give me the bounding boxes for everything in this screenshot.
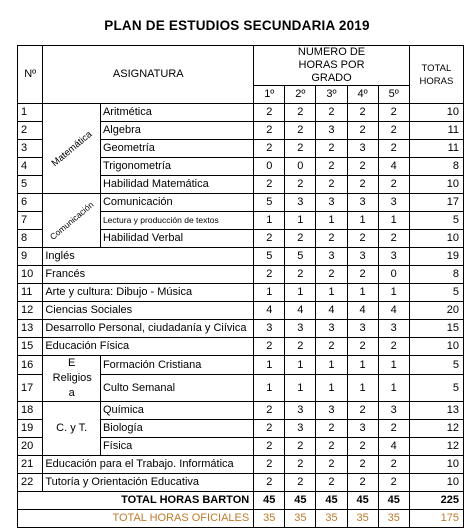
grade-hours: 3 <box>316 402 347 420</box>
total-hours: 8 <box>409 158 463 176</box>
grade-hours: 2 <box>254 122 285 140</box>
grade-hours: 1 <box>254 375 285 402</box>
grade-hours: 4 <box>378 438 409 456</box>
grade-hours: 1 <box>254 356 285 375</box>
grade-hours: 4 <box>378 302 409 320</box>
grade-hours: 2 <box>347 122 378 140</box>
grade-hours: 2 <box>254 140 285 158</box>
grade-hours: 4 <box>316 302 347 320</box>
grade-hours: 3 <box>347 248 378 266</box>
grade-hours: 2 <box>347 266 378 284</box>
totals-grade-hours: 45 <box>316 492 347 510</box>
row-number: 3 <box>18 140 43 158</box>
totals-grade-hours: 45 <box>347 492 378 510</box>
grade-hours: 1 <box>316 356 347 375</box>
row-number: 6 <box>18 194 43 212</box>
grade-hours: 3 <box>347 140 378 158</box>
totals-grade-hours: 45 <box>378 492 409 510</box>
study-plan-table <box>17 45 464 528</box>
total-hours: 10 <box>409 456 463 474</box>
total-hours: 13 <box>409 402 463 420</box>
grade-hours: 2 <box>285 456 316 474</box>
grade-hours: 0 <box>285 158 316 176</box>
subject-name: Tutoría y Orientación Educativa <box>43 474 254 492</box>
grade-hours: 2 <box>254 104 285 122</box>
page-title: PLAN DE ESTUDIOS SECUNDARIA 2019 <box>104 18 370 33</box>
row-number: 21 <box>18 456 43 474</box>
grade-hours: 2 <box>316 104 347 122</box>
total-hours: 10 <box>409 176 463 194</box>
row-number: 12 <box>18 302 43 320</box>
grade-hours: 2 <box>347 104 378 122</box>
table-row <box>18 356 464 375</box>
row-number: 9 <box>18 248 43 266</box>
grade-hours: 3 <box>347 420 378 438</box>
grade-hours: 3 <box>316 194 347 212</box>
header-horas-grado: NUMERO DE HORAS POR GRADO <box>254 46 410 86</box>
totals-grade-hours: 35 <box>378 510 409 528</box>
grade-hours: 2 <box>316 438 347 456</box>
total-hours: 5 <box>409 212 463 230</box>
total-oficiales-row <box>18 510 464 528</box>
totals-grade-hours: 35 <box>254 510 285 528</box>
row-number: 15 <box>18 338 43 356</box>
grade-hours: 2 <box>347 338 378 356</box>
grade-hours: 1 <box>347 356 378 375</box>
grade-hours: 2 <box>347 176 378 194</box>
table-row <box>18 266 464 284</box>
grade-hours: 2 <box>316 474 347 492</box>
header-total: TOTAL HORAS <box>409 46 463 104</box>
row-number: 10 <box>18 266 43 284</box>
grade-hours: 2 <box>316 456 347 474</box>
grade-hours: 3 <box>285 320 316 338</box>
grade-hours: 2 <box>254 438 285 456</box>
grade-hours: 2 <box>347 456 378 474</box>
subject-name: Culto Semanal <box>100 375 253 402</box>
total-hours: 12 <box>409 438 463 456</box>
row-number: 11 <box>18 284 43 302</box>
grade-hours: 3 <box>285 194 316 212</box>
table-row <box>18 284 464 302</box>
subject-name: Educación Física <box>43 338 254 356</box>
header-row <box>18 46 464 86</box>
subject-name: Algebra <box>100 122 253 140</box>
subject-name: Comunicación <box>100 194 253 212</box>
grade-hours: 2 <box>285 230 316 248</box>
grade-hours: 2 <box>285 266 316 284</box>
total-hours: 5 <box>409 284 463 302</box>
grade-hours: 1 <box>285 356 316 375</box>
header-grade-5: 5º <box>378 86 409 104</box>
grade-hours: 1 <box>378 356 409 375</box>
grade-hours: 2 <box>316 420 347 438</box>
grade-hours: 3 <box>378 320 409 338</box>
grade-hours: 1 <box>347 375 378 402</box>
totals-label: TOTAL HORAS BARTON <box>18 492 254 510</box>
header-grade-2: 2º <box>285 86 316 104</box>
grade-hours: 3 <box>316 248 347 266</box>
table-row <box>18 248 464 266</box>
grade-hours: 1 <box>316 212 347 230</box>
row-number: 19 <box>18 420 43 438</box>
group-label <box>43 402 101 456</box>
group-label-text: Matemática <box>49 128 94 169</box>
grade-hours: 2 <box>285 176 316 194</box>
subject-name: Lectura y producción de textos <box>100 212 253 230</box>
subject-name: Habilidad Verbal <box>100 230 253 248</box>
row-number: 18 <box>18 402 43 420</box>
total-hours: 8 <box>409 266 463 284</box>
subject-name: Ciencias Sociales <box>43 302 254 320</box>
grade-hours: 2 <box>347 438 378 456</box>
row-number: 7 <box>18 212 43 230</box>
grade-hours: 1 <box>285 212 316 230</box>
grade-hours: 2 <box>316 338 347 356</box>
grade-hours: 2 <box>285 140 316 158</box>
grade-hours: 1 <box>254 284 285 302</box>
total-hours: 12 <box>409 420 463 438</box>
subject-name: Inglés <box>43 248 254 266</box>
header-grade-1: 1º <box>254 86 285 104</box>
grade-hours: 2 <box>285 338 316 356</box>
row-number: 1 <box>18 104 43 122</box>
subject-name: Biología <box>100 420 253 438</box>
grade-hours: 2 <box>347 158 378 176</box>
totals-grade-hours: 35 <box>347 510 378 528</box>
table-row <box>18 474 464 492</box>
row-number: 17 <box>18 375 43 402</box>
subject-name: Trigonometría <box>100 158 253 176</box>
grade-hours: 2 <box>378 122 409 140</box>
grade-hours: 4 <box>254 302 285 320</box>
grade-hours: 2 <box>285 104 316 122</box>
grade-hours: 1 <box>254 212 285 230</box>
grade-hours: 2 <box>316 230 347 248</box>
totals-grade-hours: 35 <box>316 510 347 528</box>
group-label-text: C. y T. <box>56 422 88 434</box>
grade-hours: 3 <box>254 320 285 338</box>
grade-hours: 1 <box>316 375 347 402</box>
grade-hours: 2 <box>316 140 347 158</box>
subject-name: Física <box>100 438 253 456</box>
totals-grade-hours: 45 <box>254 492 285 510</box>
grade-hours: 2 <box>378 104 409 122</box>
totals-sum: 225 <box>409 492 463 510</box>
total-barton-row <box>18 492 464 510</box>
total-hours: 5 <box>409 356 463 375</box>
grade-hours: 1 <box>347 212 378 230</box>
grade-hours: 2 <box>254 176 285 194</box>
subject-name: Desarrollo Personal, ciudadanía y Ciívica <box>43 320 254 338</box>
grade-hours: 2 <box>254 420 285 438</box>
grade-hours: 2 <box>254 402 285 420</box>
subject-name: Formación Cristiana <box>100 356 253 375</box>
grade-hours: 2 <box>378 140 409 158</box>
grade-hours: 3 <box>285 420 316 438</box>
subject-name: Habilidad Matemática <box>100 176 253 194</box>
total-hours: 10 <box>409 230 463 248</box>
subject-name: Arte y cultura: Dibujo - Música <box>43 284 254 302</box>
table-row <box>18 194 464 212</box>
row-number: 4 <box>18 158 43 176</box>
grade-hours: 2 <box>378 420 409 438</box>
group-label-text: E Religios a <box>52 357 92 399</box>
grade-hours: 2 <box>316 176 347 194</box>
grade-hours: 2 <box>254 474 285 492</box>
grade-hours: 1 <box>316 284 347 302</box>
total-hours: 10 <box>409 474 463 492</box>
grade-hours: 2 <box>347 402 378 420</box>
grade-hours: 5 <box>285 248 316 266</box>
totals-grade-hours: 45 <box>285 492 316 510</box>
grade-hours: 2 <box>285 122 316 140</box>
grade-hours: 2 <box>378 456 409 474</box>
subject-name: Química <box>100 402 253 420</box>
grade-hours: 1 <box>285 375 316 402</box>
grade-hours: 1 <box>285 284 316 302</box>
table-row <box>18 402 464 420</box>
grade-hours: 0 <box>378 266 409 284</box>
totals-grade-hours: 35 <box>285 510 316 528</box>
subject-name: Geometría <box>100 140 253 158</box>
header-num: Nº <box>18 46 43 104</box>
grade-hours: 3 <box>347 194 378 212</box>
row-number: 20 <box>18 438 43 456</box>
row-number: 22 <box>18 474 43 492</box>
grade-hours: 5 <box>254 248 285 266</box>
grade-hours: 1 <box>347 284 378 302</box>
group-label-text: Comunicación <box>47 198 96 242</box>
grade-hours: 2 <box>316 266 347 284</box>
grade-hours: 2 <box>254 230 285 248</box>
group-label <box>43 356 101 402</box>
grade-hours: 3 <box>285 402 316 420</box>
total-hours: 19 <box>409 248 463 266</box>
table-row <box>18 104 464 122</box>
total-hours: 11 <box>409 140 463 158</box>
total-hours: 11 <box>409 122 463 140</box>
table-row <box>18 302 464 320</box>
grade-hours: 2 <box>347 230 378 248</box>
grade-hours: 3 <box>316 320 347 338</box>
grade-hours: 4 <box>285 302 316 320</box>
subject-name: Educación para el Trabajo. Informática <box>43 456 254 474</box>
total-hours: 10 <box>409 104 463 122</box>
grade-hours: 4 <box>347 302 378 320</box>
grade-hours: 2 <box>378 338 409 356</box>
grade-hours: 3 <box>378 402 409 420</box>
row-number: 2 <box>18 122 43 140</box>
grade-hours: 2 <box>316 158 347 176</box>
grade-hours: 2 <box>285 474 316 492</box>
grade-hours: 2 <box>378 176 409 194</box>
row-number: 8 <box>18 230 43 248</box>
totals-sum: 175 <box>409 510 463 528</box>
table-row <box>18 456 464 474</box>
grade-hours: 1 <box>378 284 409 302</box>
table-row <box>18 320 464 338</box>
grade-hours: 0 <box>254 158 285 176</box>
total-hours: 10 <box>409 338 463 356</box>
grade-hours: 2 <box>254 456 285 474</box>
grade-hours: 3 <box>316 122 347 140</box>
header-asignatura: ASIGNATURA <box>43 46 254 104</box>
header-grade-3: 3º <box>316 86 347 104</box>
grade-hours: 2 <box>347 474 378 492</box>
grade-hours: 4 <box>378 158 409 176</box>
group-label <box>43 194 101 248</box>
subject-name: Francés <box>43 266 254 284</box>
grade-hours: 3 <box>378 194 409 212</box>
table-row <box>18 338 464 356</box>
header-grade-4: 4º <box>347 86 378 104</box>
grade-hours: 1 <box>378 212 409 230</box>
row-number: 13 <box>18 320 43 338</box>
grade-hours: 1 <box>378 375 409 402</box>
grade-hours: 3 <box>378 248 409 266</box>
subject-name: Aritmética <box>100 104 253 122</box>
totals-label: TOTAL HORAS OFICIALES <box>18 510 254 528</box>
grade-hours: 2 <box>378 230 409 248</box>
total-hours: 15 <box>409 320 463 338</box>
grade-hours: 2 <box>285 438 316 456</box>
grade-hours: 3 <box>347 320 378 338</box>
grade-hours: 2 <box>254 338 285 356</box>
total-hours: 5 <box>409 375 463 402</box>
total-hours: 20 <box>409 302 463 320</box>
grade-hours: 2 <box>254 266 285 284</box>
total-hours: 17 <box>409 194 463 212</box>
grade-hours: 5 <box>254 194 285 212</box>
row-number: 16 <box>18 356 43 375</box>
group-label <box>43 104 101 194</box>
grade-hours: 2 <box>378 474 409 492</box>
row-number: 5 <box>18 176 43 194</box>
